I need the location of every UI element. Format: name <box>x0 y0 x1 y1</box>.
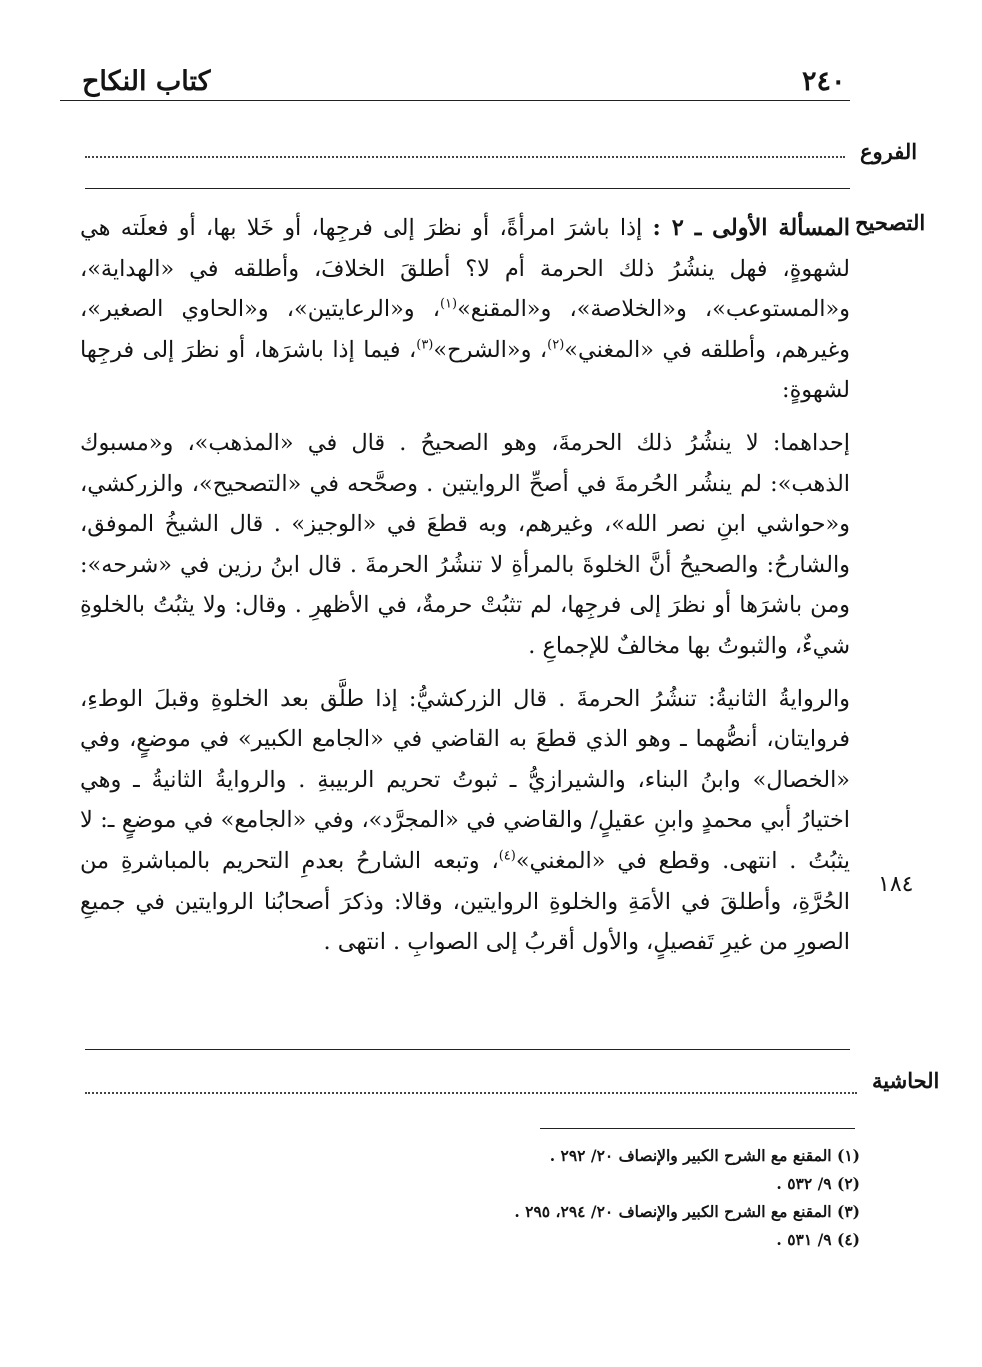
footnote-ref-3[interactable]: (٣) <box>416 337 434 353</box>
footnote-4: (٤) ٩/ ٥٣١ . <box>776 1230 860 1249</box>
issue-heading: المسألة الأولى ـ ٢ : <box>652 215 850 241</box>
footnote-ref-4[interactable]: (٤) <box>498 848 516 864</box>
footnote-ref-2[interactable]: (٢) <box>547 337 565 353</box>
running-head <box>60 62 850 102</box>
footnote-separator <box>540 1128 855 1129</box>
paragraph-3: والروايةُ الثانيةُ: تنشُرُ الحرمةَ . قال الزركشيُّ: إذا طلَّق بعد الخلوةِ وقبلَ الوطءِ، فروايتان، أنصُّهما ـ وهو الذي قطعَ به القاضي في «الجامع الكبير» في موضعٍ، وفي «الخصال» وابنُ البناء، والشيرازيُّ ـ ثبوتُ تحريم الربيبةِ . والروايةُ الثانيةُ ـ وهي اختيارُ أبي محمدٍ وابنِ عقيلٍ/ والقاضي في «المجرَّد»، وفي «الجامع» في موضعٍ ـ: لا يثبُتُ . انتهى. وقطع في «المغني»$^{(٤)}$، وتبعه الشارحُ بعدمِ التحريم بالمباشرةِ من الحُرَّةِ، وأطلقَ في الأمَةِ والخلوةِ الروايتين، وقالا: وذكرَ أصحابُنا الروايتين في جميعِ الصورِ من غيرِ تَفصيلٍ، والأول أقربُ إلى الصوابِ . انتهى . <box>80 685 850 956</box>
footnote-2: (٢) ٩/ ٥٣٢ . <box>776 1174 860 1193</box>
tashih-text <box>80 208 850 963</box>
margin-page-number: ١٨٤ <box>878 872 914 897</box>
hashiya-label: الحاشية <box>872 1068 940 1093</box>
book-title: كتاب النكاح <box>82 66 211 97</box>
hashiya-dotted-line <box>85 1092 857 1094</box>
footnote-ref-1[interactable]: (١) <box>439 296 458 312</box>
section-rule-top <box>85 188 850 189</box>
footnotes <box>440 1142 860 1254</box>
paragraph-1: المسألة الأولى ـ ٢ : إذا باشرَ امرأةً، أو نظرَ إلى فرجِها، أو خَلا بها، أو فعلَته هي لشهوةٍ، فهل ينشُرُ ذلك الحرمة أم لا؟ أطلقَ الخلافَ، وأطلقه في «الهداية»، و«المستوعب»، و«الخلاصة»، و«المقنع»$^{(١)}$، و«الرعايتين»، و«الحاوي الصغير»، وغيرهم، وأطلقه في «المغني»$^{(٢)}$، و«الشرح»$^{(٣)}$، فيما إذا باشرَها، أو نظرَ إلى فرجِها لشهوةٍ: <box>80 215 850 404</box>
footnote-3: (٣) المقنع مع الشرح الكبير والإنصاف ٢٠/ ٢٩٤، ٢٩٥ . <box>514 1202 860 1221</box>
furu-label: الفروع <box>860 139 918 164</box>
tashih-label: التصحيح <box>855 210 926 235</box>
paragraph-2: إحداهما: لا ينشُرُ ذلك الحرمةَ، وهو الصحيحُ . قال في «المذهب»، و«مسبوك الذهب»: لم ينشُر الحُرمةَ في أصحِّ الروايتين . وصحَّحه في «التصحيح»، والزركشي، و«حواشي ابنِ نصر الله»، وغيرهم، وبه قطعَ في «الوجيز» . قال الشيخُ الموفق، والشارحُ: والصحيحُ أنَّ الخلوةَ بالمرأةِ لا تنشُرُ الحرمةَ . قال ابنُ رزين في «شرحه»: ومن باشرَها أو نظرَ إلى فرجِها، لم تثبُتْ حرمةٌ، في الأظهرِ . وقال: ولا يثبُتُ بالخلوةِ شيءٌ، والثبوتُ بها مخالفٌ للإجماعِ . <box>80 429 850 659</box>
section-rule-bottom <box>85 1049 850 1050</box>
page-number: ٢٤٠ <box>802 66 846 97</box>
footnote-1: (١) المقنع مع الشرح الكبير والإنصاف ٢٠/ ٢٩٢ . <box>549 1146 860 1165</box>
header-rule <box>60 100 850 101</box>
furu-dotted-line <box>85 156 845 158</box>
